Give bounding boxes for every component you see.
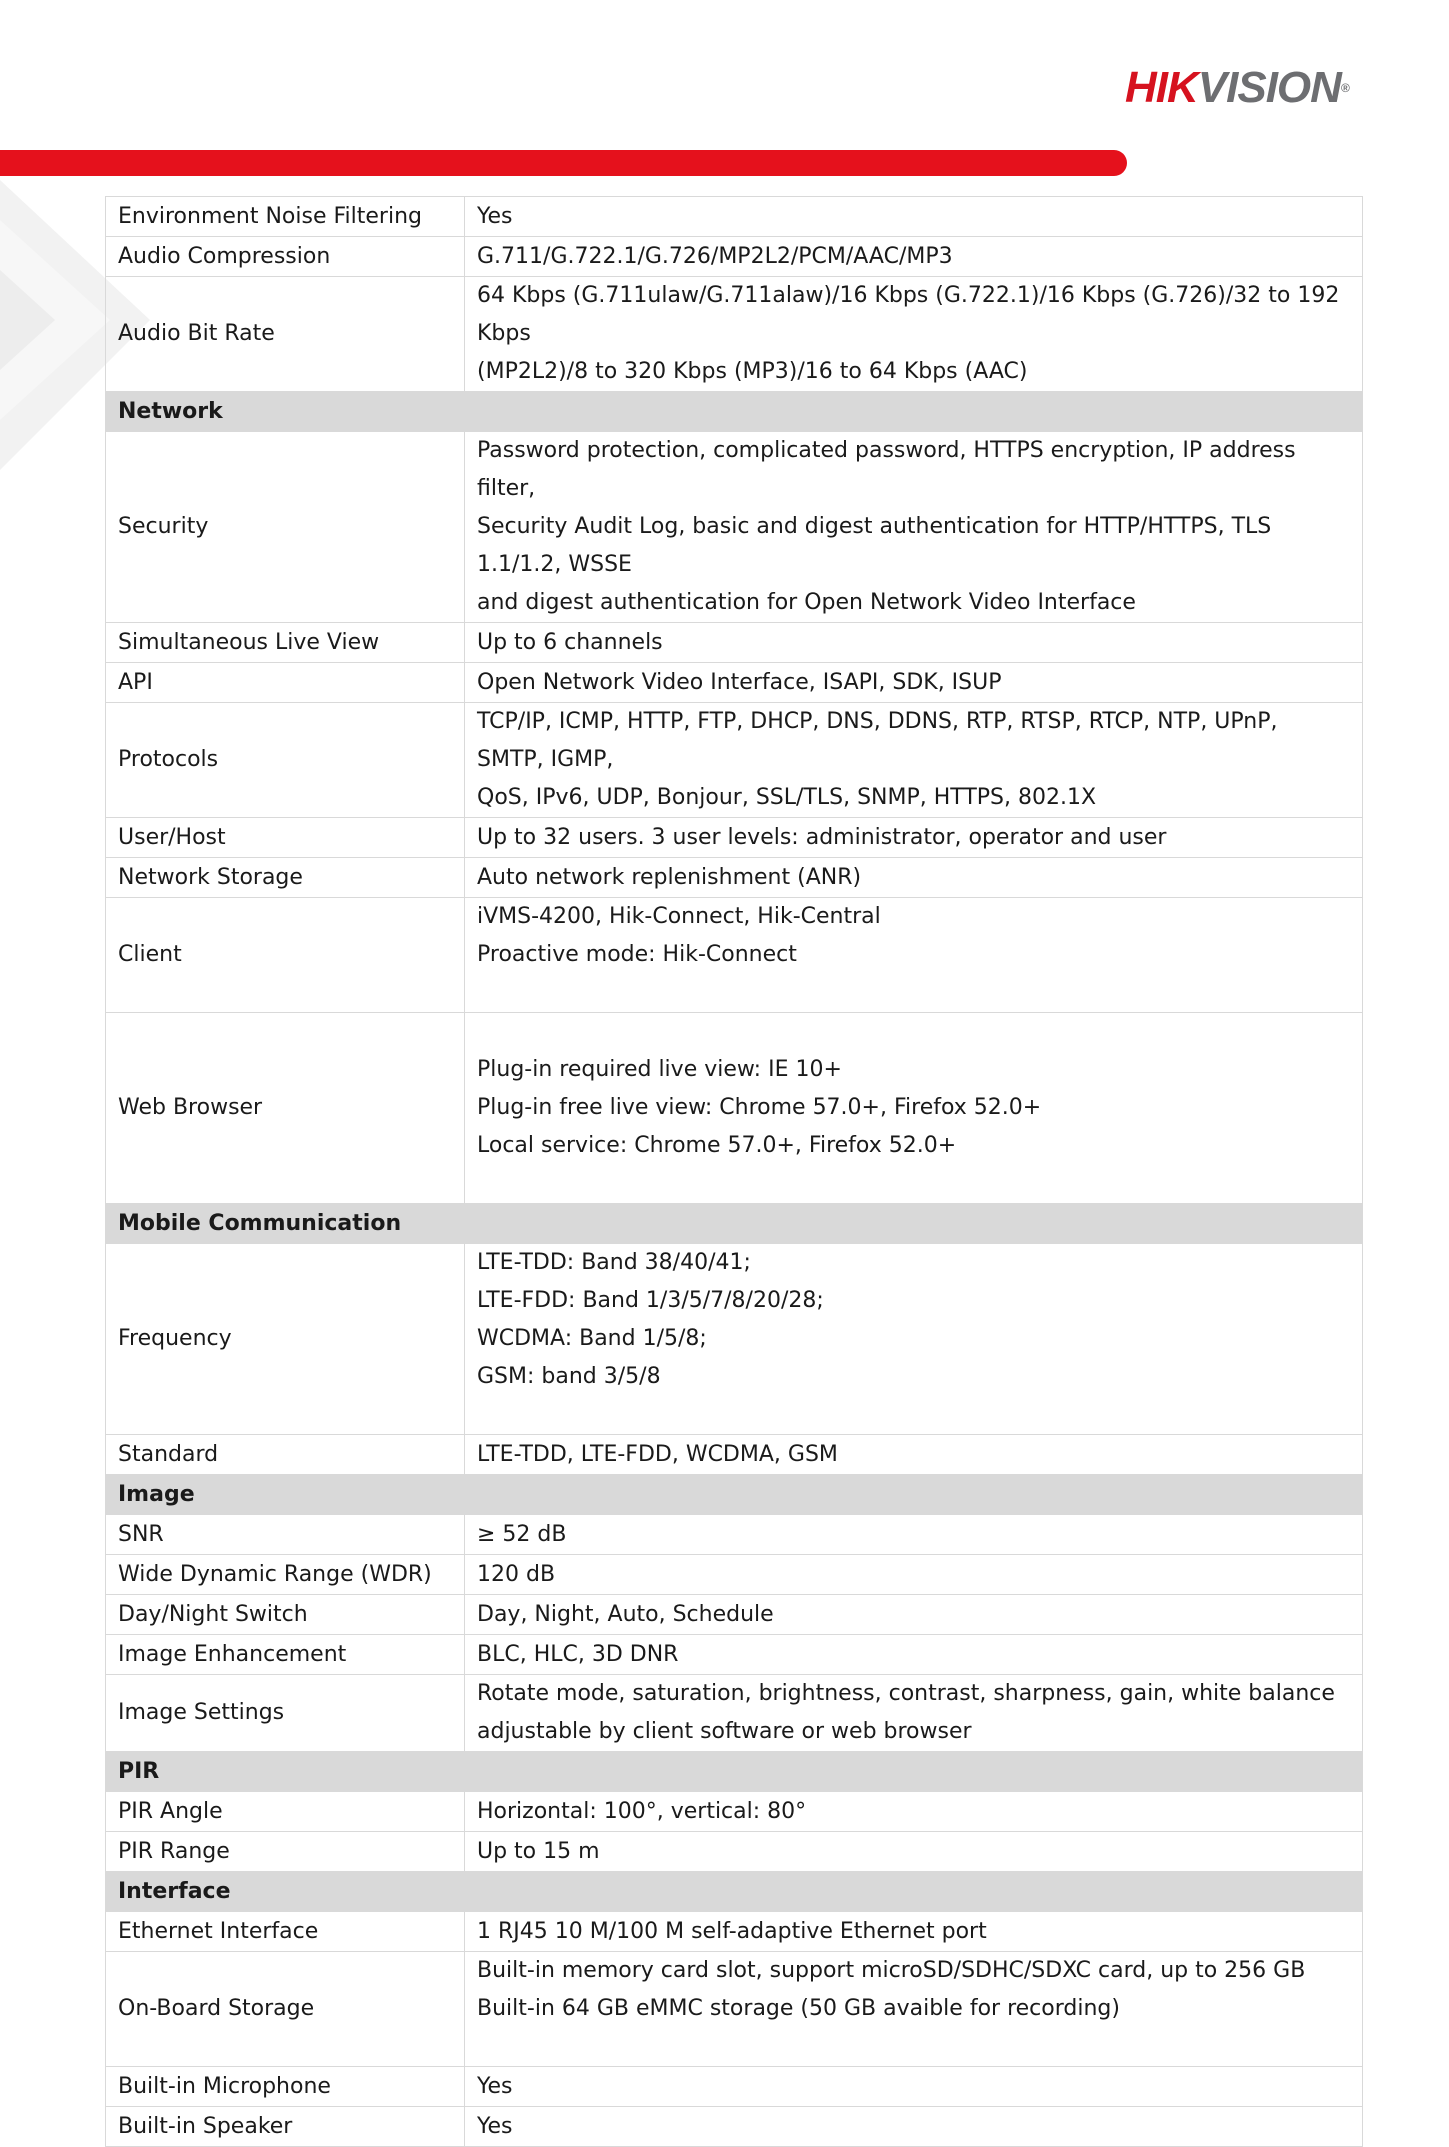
spec-value-line: G.711/G.722.1/G.726/MP2L2/PCM/AAC/MP3: [477, 243, 953, 269]
spec-row: [106, 623, 1363, 663]
section-title: Interface: [106, 1872, 1363, 1912]
spec-value-line: Day, Night, Auto, Schedule: [477, 1601, 774, 1627]
spec-value: [465, 663, 1363, 703]
spec-label: Frequency: [106, 1244, 465, 1435]
spec-value: [465, 1912, 1363, 1952]
spec-label: Day/Night Switch: [106, 1595, 465, 1635]
spec-row: [106, 663, 1363, 703]
spec-row: [106, 1515, 1363, 1555]
spec-row: [106, 1912, 1363, 1952]
spec-value-line: LTE-TDD, LTE-FDD, WCDMA, GSM: [477, 1441, 838, 1467]
spec-value: [465, 1515, 1363, 1555]
spec-row: [106, 277, 1363, 392]
spec-value: [465, 818, 1363, 858]
spec-value-line: Built-in memory card slot, support microSD/SDHC/SDXC card, up to 256 GB: [477, 1958, 1306, 1983]
spec-label: Environment Noise Filtering: [106, 197, 465, 237]
spec-row: [106, 898, 1363, 1013]
spec-value-line: [477, 1013, 1350, 1051]
spec-value-line: Yes: [477, 2113, 513, 2139]
header-red-bar: [0, 150, 1127, 176]
spec-value: [465, 1675, 1363, 1752]
spec-value: [465, 703, 1363, 818]
spec-row: [106, 1244, 1363, 1435]
spec-value: [465, 1595, 1363, 1635]
spec-label: Protocols: [106, 703, 465, 818]
spec-value: [465, 2107, 1363, 2147]
logo-vision-text: VISION: [1197, 63, 1341, 112]
spec-value: [465, 1555, 1363, 1595]
spec-value-line: and digest authentication for Open Network Video Interface: [477, 590, 1136, 615]
spec-label: API: [106, 663, 465, 703]
spec-row: [106, 237, 1363, 277]
section-title: PIR: [106, 1752, 1363, 1792]
spec-value-line: Proactive mode: Hik-Connect: [477, 942, 797, 967]
spec-value-line: WCDMA: Band 1/5/8;: [477, 1326, 707, 1351]
spec-value-line: [477, 1165, 1350, 1203]
spec-value-line: iVMS-4200, Hik-Connect, Hik-Central: [477, 904, 881, 929]
spec-value: [465, 1792, 1363, 1832]
spec-row: [106, 1435, 1363, 1475]
spec-value-line: TCP/IP, ICMP, HTTP, FTP, DHCP, DNS, DDNS, RTP, RTSP, RTCP, NTP, UPnP, SMTP, IGMP,: [477, 709, 1278, 772]
spec-row: [106, 818, 1363, 858]
spec-value-line: BLC, HLC, 3D DNR: [477, 1641, 679, 1667]
spec-label: Image Enhancement: [106, 1635, 465, 1675]
spec-value-line: 1 RJ45 10 M/100 M self-adaptive Ethernet port: [477, 1918, 987, 1944]
spec-label: User/Host: [106, 818, 465, 858]
spec-value-line: Open Network Video Interface, ISAPI, SDK, ISUP: [477, 669, 1002, 695]
spec-row: [106, 1635, 1363, 1675]
spec-value: [465, 237, 1363, 277]
spec-row: [106, 1555, 1363, 1595]
spec-value-line: 120 dB: [477, 1561, 556, 1587]
spec-value-line: Up to 32 users. 3 user levels: administrator, operator and user: [477, 824, 1167, 850]
spec-row: [106, 1792, 1363, 1832]
section-title: Mobile Communication: [106, 1204, 1363, 1244]
spec-value: [465, 858, 1363, 898]
spec-value: [465, 197, 1363, 237]
spec-row: [106, 1595, 1363, 1635]
spec-value-line: 64 Kbps (G.711ulaw/G.711alaw)/16 Kbps (G.722.1)/16 Kbps (G.726)/32 to 192 Kbps: [477, 283, 1340, 346]
spec-value-line: QoS, IPv6, UDP, Bonjour, SSL/TLS, SNMP, HTTPS, 802.1X: [477, 785, 1097, 810]
spec-value-line: Up to 15 m: [477, 1838, 600, 1864]
spec-value-line: GSM: band 3/5/8: [477, 1364, 661, 1389]
logo-hik-text: HIK: [1125, 63, 1198, 112]
spec-row: [106, 1675, 1363, 1752]
spec-value-line: Horizontal: 100°, vertical: 80°: [477, 1798, 807, 1824]
spec-value: [465, 898, 1363, 1013]
spec-row: [106, 2067, 1363, 2107]
spec-value-line: Rotate mode, saturation, brightness, contrast, sharpness, gain, white balance: [477, 1681, 1335, 1706]
spec-value: [465, 277, 1363, 392]
spec-value-line: Yes: [477, 203, 513, 229]
spec-value-line: LTE-FDD: Band 1/3/5/7/8/20/28;: [477, 1288, 824, 1313]
spec-value-line: Auto network replenishment (ANR): [477, 864, 862, 890]
spec-value-line: LTE-TDD: Band 38/40/41;: [477, 1250, 751, 1275]
spec-label: Audio Compression: [106, 237, 465, 277]
spec-value-line: Plug-in required live view: IE 10+: [477, 1057, 842, 1082]
spec-label: Built-in Speaker: [106, 2107, 465, 2147]
spec-row: [106, 1952, 1363, 2067]
spec-value-line: Yes: [477, 2073, 513, 2099]
spec-value-line: Password protection, complicated password, HTTPS encryption, IP address filter,: [477, 438, 1296, 501]
section-header-row: [106, 1872, 1363, 1912]
spec-row: [106, 2107, 1363, 2147]
spec-label: On-Board Storage: [106, 1952, 465, 2067]
hikvision-logo: [1125, 63, 1395, 112]
spec-label: Image Settings: [106, 1675, 465, 1752]
spec-label: Standard: [106, 1435, 465, 1475]
section-header-row: [106, 1204, 1363, 1244]
spec-value-line: (MP2L2)/8 to 320 Kbps (MP3)/16 to 64 Kbps (AAC): [477, 359, 1028, 384]
spec-value-line: Plug-in free live view: Chrome 57.0+, Firefox 52.0+: [477, 1095, 1042, 1120]
spec-label: Web Browser: [106, 1013, 465, 1204]
spec-label: Wide Dynamic Range (WDR): [106, 1555, 465, 1595]
spec-value-line: Local service: Chrome 57.0+, Firefox 52.0+: [477, 1133, 957, 1158]
spec-value-line: [477, 1396, 1350, 1434]
spec-value: [465, 2067, 1363, 2107]
spec-row: [106, 432, 1363, 623]
logo-registered-mark: ®: [1340, 81, 1349, 95]
spec-label: Ethernet Interface: [106, 1912, 465, 1952]
spec-value: [465, 623, 1363, 663]
section-header-row: [106, 392, 1363, 432]
spec-value: [465, 1013, 1363, 1204]
spec-value: [465, 1435, 1363, 1475]
spec-label: Network Storage: [106, 858, 465, 898]
spec-label: Built-in Microphone: [106, 2067, 465, 2107]
spec-row: [106, 1013, 1363, 1204]
spec-value: [465, 1244, 1363, 1435]
spec-value-line: [477, 2028, 1350, 2066]
spec-value: [465, 1635, 1363, 1675]
spec-value-line: ≥ 52 dB: [477, 1521, 567, 1547]
spec-label: PIR Angle: [106, 1792, 465, 1832]
spec-value-line: [477, 974, 1350, 1012]
spec-label: Simultaneous Live View: [106, 623, 465, 663]
section-header-row: [106, 1475, 1363, 1515]
spec-row: [106, 197, 1363, 237]
spec-label: Audio Bit Rate: [106, 277, 465, 392]
spec-row: [106, 858, 1363, 898]
spec-row: [106, 1832, 1363, 1872]
spec-row: [106, 703, 1363, 818]
spec-label: Security: [106, 432, 465, 623]
spec-label: Client: [106, 898, 465, 1013]
spec-value-line: adjustable by client software or web browser: [477, 1719, 972, 1744]
spec-label: PIR Range: [106, 1832, 465, 1872]
spec-value-line: Security Audit Log, basic and digest authentication for HTTP/HTTPS, TLS 1.1/1.2, WSSE: [477, 514, 1272, 577]
section-header-row: [106, 1752, 1363, 1792]
section-title: Image: [106, 1475, 1363, 1515]
spec-value: [465, 1832, 1363, 1872]
spec-value-line: Up to 6 channels: [477, 629, 663, 655]
spec-label: SNR: [106, 1515, 465, 1555]
spec-value: [465, 1952, 1363, 2067]
spec-value: [465, 432, 1363, 623]
spec-table: [105, 196, 1363, 2147]
spec-value-line: Built-in 64 GB eMMC storage (50 GB avaible for recording): [477, 1996, 1120, 2021]
section-title: Network: [106, 392, 1363, 432]
